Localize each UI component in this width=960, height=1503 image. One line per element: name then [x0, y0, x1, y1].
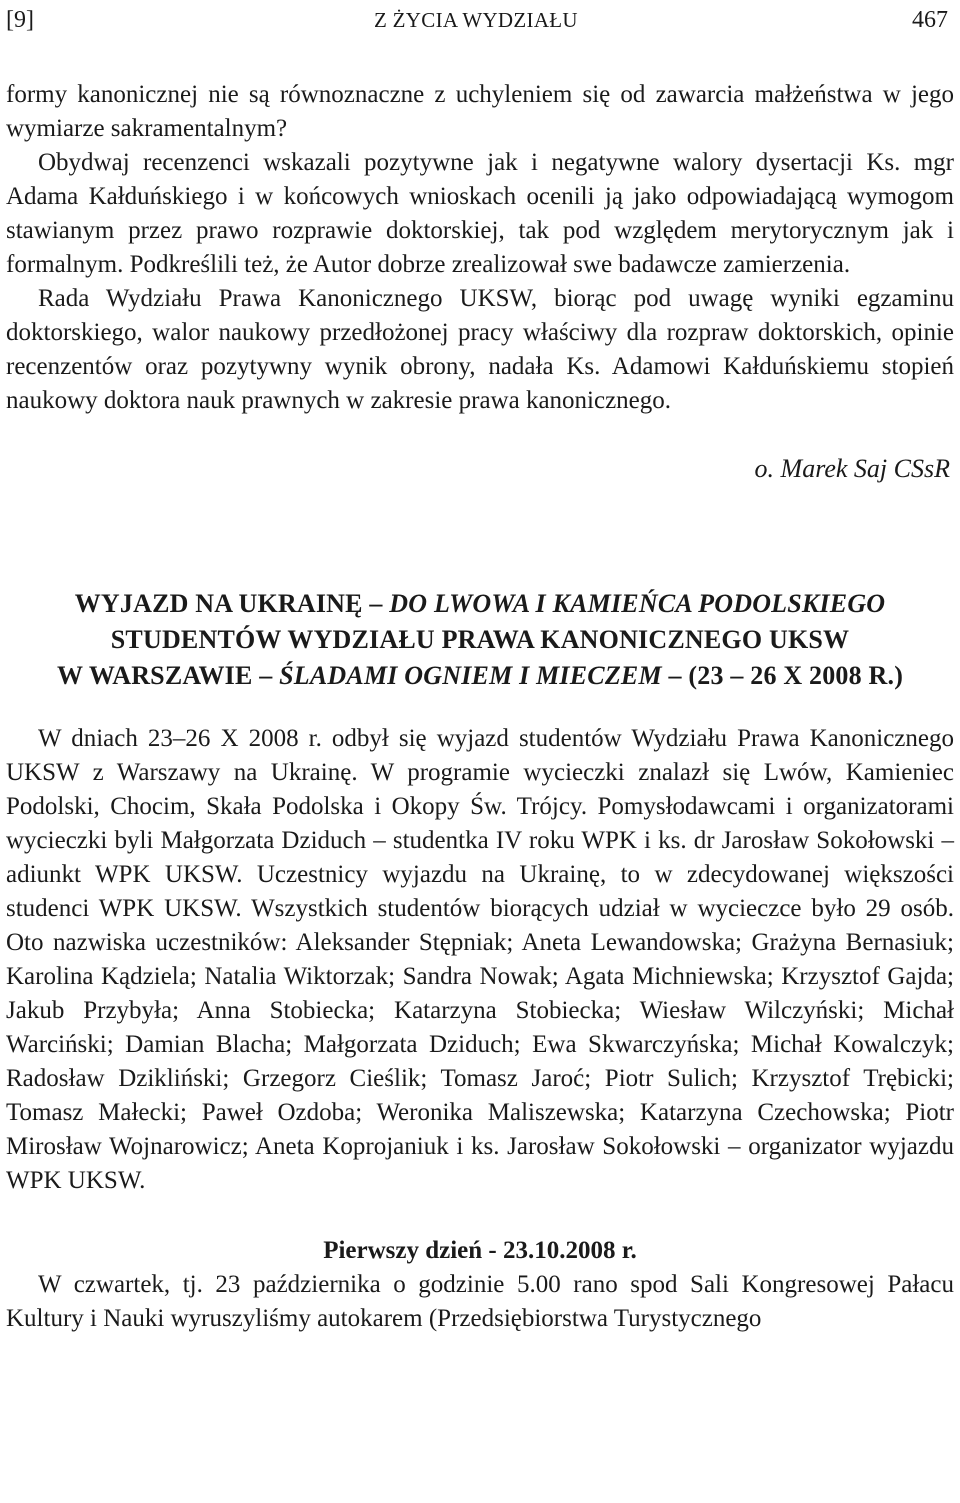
title-segment: – (23 – 26 X 2008 R.) — [661, 661, 904, 690]
paragraph: Rada Wydziału Prawa Kanonicznego UKSW, biorąc pod uwagę wyniki egzaminu doktorskiego, walor naukowy przedłożonej pracy właściwy dla rozpraw doktorskich, opinie recenzentów oraz pozytywny wynik obrony, nadała Ks. Adamowi Kałduńskiemu stopień naukowy doktora nauk prawnych w zakresie prawa kanonicznego. — [6, 285, 954, 414]
article-title — [6, 586, 954, 694]
title-line-3 — [6, 658, 954, 694]
page-number-bracketed: [9] — [6, 7, 34, 33]
paragraph: Obydwaj recenzenci wskazali pozytywne jak i negatywne walory dysertacji Ks. mgr Adama Kałduńskiego i w końcowych wnioskach ocenili ją jako odpowiadającą wymogom stawianym przez prawo rozprawie doktorskiej, tak pod względem merytorycznym jak i formalnym. Podkreślili też, że Autor dobrze zrealizował swe badawcze zamierzenia. — [6, 149, 954, 278]
paragraph: W czwartek, tj. 23 października o godzinie 5.00 rano spod Sali Kongresowej Pałacu Kultury i Nauki wyruszyliśmy autokarem (Przedsiębiorstwa Turystycznego — [6, 1271, 954, 1332]
section-title: Z ŻYCIA WYDZIAŁU — [374, 8, 578, 32]
author-signature: o. Marek Saj CSsR — [754, 454, 950, 483]
day-heading: Pierwszy dzień - 23.10.2008 r. — [323, 1237, 637, 1264]
paragraph: formy kanonicznej nie są równoznaczne z uchyleniem się od zawarcia małżeństwa w jego wymiarze sakramentalnym? — [6, 81, 954, 142]
day-section — [6, 1268, 954, 1336]
title-line-2: STUDENTÓW WYDZIAŁU PRAWA KANONICZNEGO UKSW — [110, 625, 850, 654]
page-number: 467 — [912, 7, 948, 33]
title-segment-italic: ŚLADAMI OGNIEM I MIECZEM — [279, 661, 662, 690]
title-segment: WYJAZD NA UKRAINĘ – — [74, 589, 390, 618]
continued-report — [6, 78, 954, 418]
running-header — [6, 0, 954, 40]
title-segment: W WARSZAWIE – — [56, 661, 280, 690]
title-segment-italic: DO LWOWA I KAMIEŃCA PODOLSKIEGO — [389, 589, 886, 618]
article-body — [6, 722, 954, 1198]
paragraph: W dniach 23–26 X 2008 r. odbył się wyjazd studentów Wydziału Prawa Kanonicznego UKSW z Warszawy na Ukrainę. W programie wycieczki znalazł się Lwów, Kamieniec Podolski, Chocim, Skała Podolska i Okopy Św. Trójcy. Pomysłodawcami i organizatorami wycieczki byli Małgorzata Dziduch – studentka IV roku WPK i ks. dr Jarosław Sokołowski – adiunkt WPK UKSW. Uczestnicy wyjazdu na Ukrainę, to w zdecydowanej większości studenci WPK UKSW. Wszystkich studentów biorących udział w wycieczce było 29 osób. Oto nazwiska uczestników: Aleksander Stępniak; Aneta Lewandowska; Grażyna Bernasiuk; Karolina Kądziela; Natalia Wiktorzak; Sandra Nowak; Agata Michniewska; Krzysztof Gajda; Jakub Przybyła; Anna Stobiecka; Katarzyna Stobiecka; Wiesław Wilczyński; Michał Warciński; Damian Blacha; Małgorzata Dziduch; Ewa Skwarczyńska; Michał Kowalczyk; Radosław Dzikliński; Grzegorz Cieślik; Tomasz Jaroć; Piotr Sulich; Krzysztof Trębicki; Tomasz Małecki; Paweł Ozdoba; Weronika Maliszewska; Katarzyna Czechowska; Piotr Mirosław Wojnarowicz; Aneta Koprojaniuk i ks. Jarosław Sokołowski – organizator wyjazdu WPK UKSW. — [6, 725, 954, 1194]
title-line-1 — [6, 586, 954, 622]
